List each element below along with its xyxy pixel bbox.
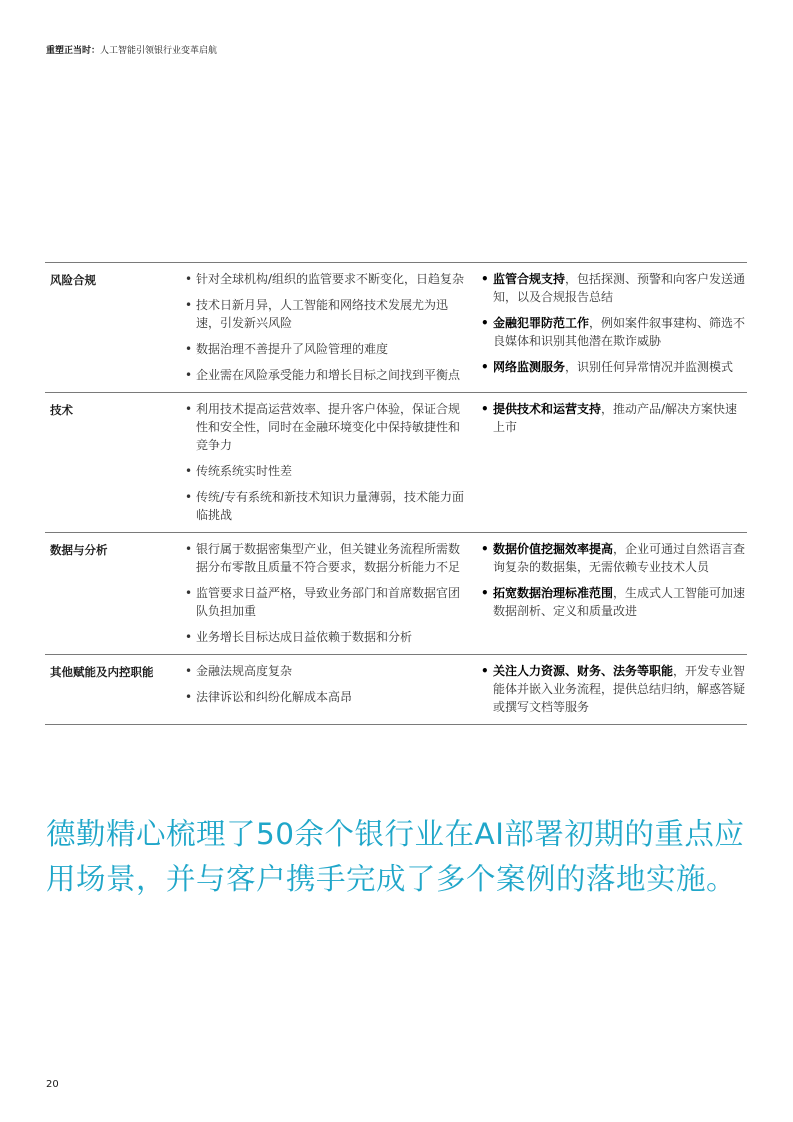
solution-highlight: 拓宽数据治理标准范围 (493, 586, 614, 600)
solution-item (481, 584, 747, 620)
challenge-item: • 监管要求日益严格，导致业务部门和首席数据官团队负担加重 (183, 584, 471, 620)
running-header (46, 43, 217, 56)
row-solutions (481, 533, 747, 655)
solution-item (481, 270, 747, 306)
solution-highlight: 网络监测服务 (493, 360, 566, 374)
solution-text: ，生成式人工智能可加速数据剖析、定义和质量改进 (493, 586, 746, 618)
challenge-item: • 传统/专有系统和新技术知识力量薄弱，技术能力面临挑战 (183, 488, 471, 524)
solution-text: ，例如案件叙事建构、筛选不良媒体和识别其他潜在欺诈威胁 (493, 316, 746, 348)
solution-highlight: 监管合规支持 (493, 272, 566, 286)
row-challenges (183, 393, 481, 533)
header-title-rest: 人工智能引领银行业变革启航 (100, 46, 218, 56)
solution-highlight: 提供技术和运营支持 (493, 402, 602, 416)
solution-text: ，推动产品/解决方案快速上市 (493, 402, 738, 434)
solution-highlight: 金融犯罪防范工作 (493, 316, 590, 330)
solution-highlight: 关注人力资源、财务、法务等职能 (493, 664, 674, 678)
row-category: 风险合规 (45, 263, 183, 393)
page-number: 20 (46, 1079, 59, 1090)
row-challenges (183, 533, 481, 655)
solution-text: ，识别任何异常情况并监测模式 (565, 360, 734, 374)
challenge-item: • 数据治理不善提升了风险管理的难度 (183, 340, 471, 358)
row-category: 其他赋能及内控职能 (45, 655, 183, 725)
challenge-item: • 企业需在风险承受能力和增长目标之间找到平衡点 (183, 366, 471, 384)
solution-item (481, 314, 747, 350)
challenge-item: • 业务增长目标达成日益依赖于数据和分析 (183, 628, 471, 646)
pull-quote: 德勤精心梳理了50余个银行业在AI部署初期的重点应用场景，并与客户携手完成了多个案例的落地实施。 (46, 817, 745, 896)
solution-highlight: 数据价值挖掘效率提高 (493, 542, 614, 556)
challenge-item: • 技术日新月异，人工智能和网络技术发展尤为迅速，引发新兴风险 (183, 296, 471, 332)
row-solutions (481, 393, 747, 533)
table-row (45, 393, 747, 533)
solution-item (481, 662, 747, 716)
solution-text: ，包括探测、预警和向客户发送通知，以及合规报告总结 (493, 272, 746, 304)
challenge-item: • 传统系统实时性差 (183, 462, 471, 480)
challenge-solution-table (45, 262, 747, 725)
challenge-item: • 法律诉讼和纠纷化解成本高昂 (183, 688, 471, 706)
challenge-item: • 针对全球机构/组织的监管要求不断变化，日趋复杂 (183, 270, 471, 288)
solution-text: ，开发专业智能体并嵌入业务流程，提供总结归纳，解惑答疑或撰写文档等服务 (493, 664, 746, 714)
solution-item (481, 358, 747, 376)
row-challenges (183, 655, 481, 725)
row-solutions (481, 655, 747, 725)
row-solutions (481, 263, 747, 393)
table-row (45, 533, 747, 655)
challenge-item: • 金融法规高度复杂 (183, 662, 471, 680)
challenge-item: • 银行属于数据密集型产业，但关键业务流程所需数据分布零散且质量不符合要求，数据分析能力不足 (183, 540, 471, 576)
solution-text: ，企业可通过自然语言查询复杂的数据集，无需依赖专业技术人员 (493, 542, 746, 574)
table-row (45, 655, 747, 725)
solution-item (481, 400, 747, 436)
solution-item (481, 540, 747, 576)
challenge-item: • 利用技术提高运营效率、提升客户体验，保证合规性和安全性，同时在金融环境变化中保持敏捷性和竞争力 (183, 400, 471, 454)
row-category: 数据与分析 (45, 533, 183, 655)
table-row (45, 263, 747, 393)
row-challenges (183, 263, 481, 393)
row-category: 技术 (45, 393, 183, 533)
header-title-bold: 重塑正当时： (46, 46, 101, 56)
